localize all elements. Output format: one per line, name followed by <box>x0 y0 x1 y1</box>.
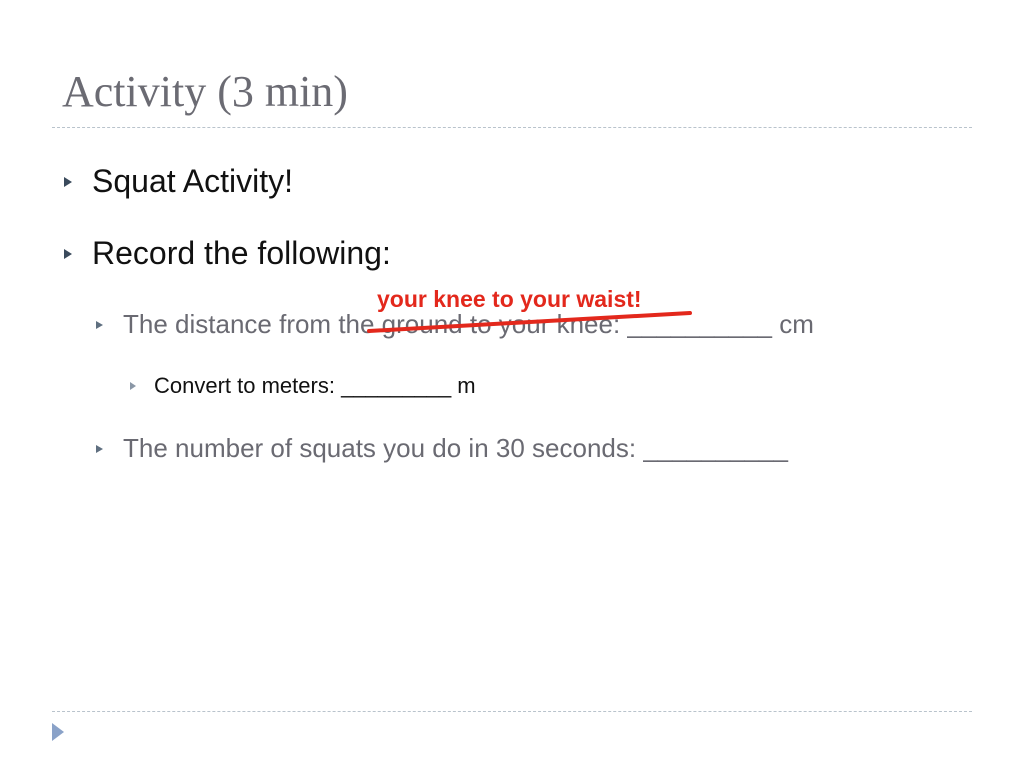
bullet-record <box>64 235 391 272</box>
bullet-text: Record the following: <box>92 235 391 271</box>
footer-divider <box>52 711 972 712</box>
bullet-text: Convert to meters: _________ m <box>154 373 476 398</box>
triangle-bullet-icon <box>96 445 103 453</box>
triangle-bullet-icon <box>130 382 136 390</box>
bullet-convert <box>130 373 476 399</box>
handwritten-annotation: your knee to your waist! <box>377 286 642 312</box>
bullet-text: The distance from the ground to your knee: __________ cm <box>123 309 814 339</box>
slide-title: Activity (3 min) <box>62 67 348 116</box>
bullet-text: Squat Activity! <box>92 163 293 199</box>
triangle-bullet-icon <box>64 249 72 259</box>
triangle-bullet-icon <box>96 321 103 329</box>
bullet-squat-activity <box>64 163 293 200</box>
title-divider <box>52 127 972 128</box>
bullet-distance <box>96 309 814 340</box>
triangle-bullet-icon <box>64 177 72 187</box>
bullet-squats-count <box>96 433 788 464</box>
bullet-text: The number of squats you do in 30 seconds: __________ <box>123 433 788 463</box>
play-arrow-icon[interactable] <box>52 723 64 741</box>
